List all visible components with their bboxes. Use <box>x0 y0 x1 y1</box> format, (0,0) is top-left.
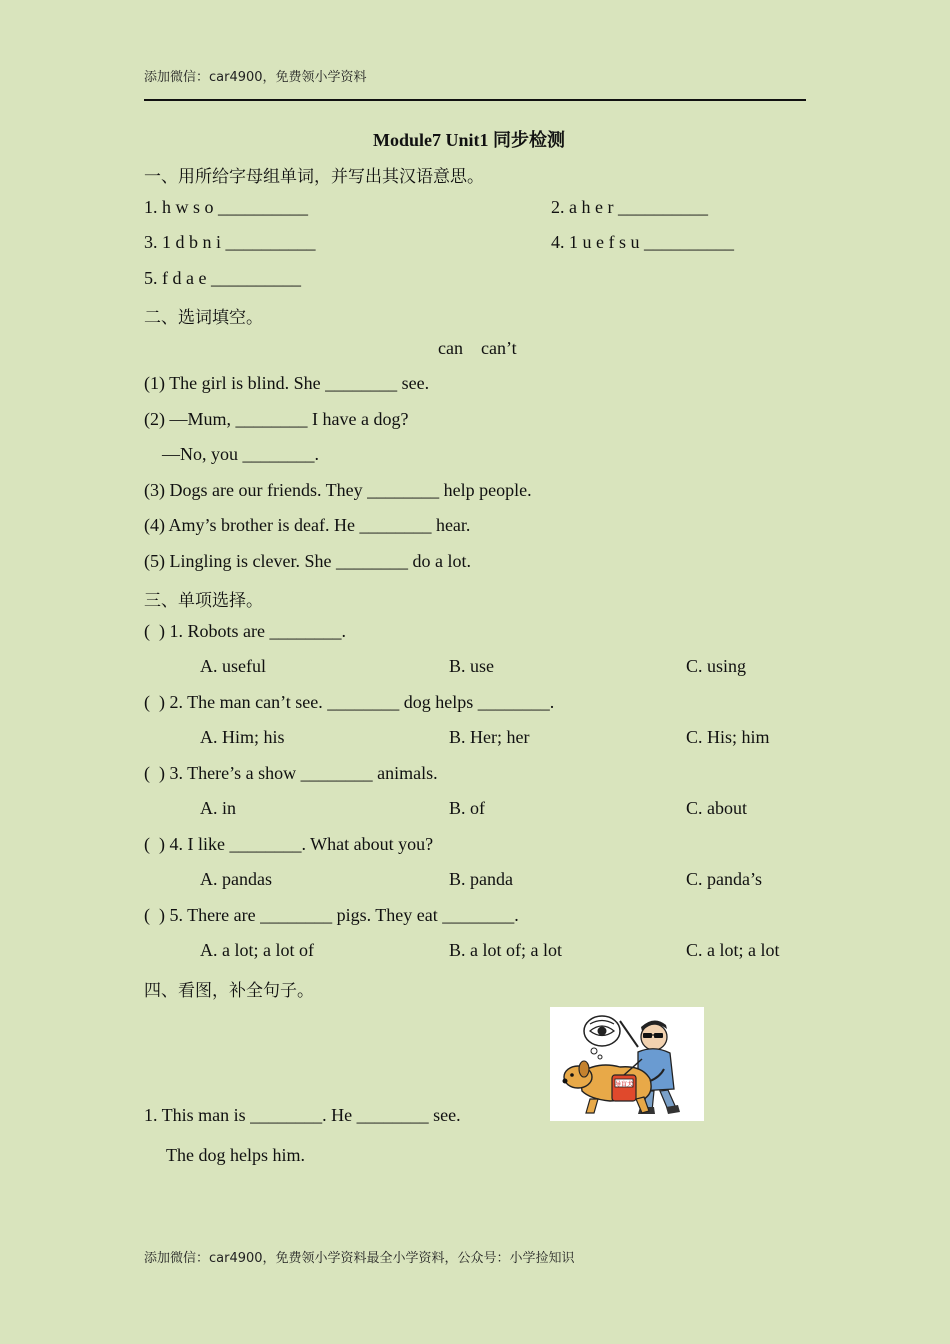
question-4-option-c: C. panda’s <box>686 869 762 889</box>
section2-item-4: (4) Amy’s brother is deaf. He ________ hear. <box>144 515 471 535</box>
question-1-option-a: A. useful <box>200 656 266 676</box>
question-1-stem: ( ) 1. Robots are ________. <box>144 621 346 641</box>
question-3-option-a: A. in <box>200 798 236 818</box>
question-5-stem: ( ) 5. There are ________ pigs. They eat ________. <box>144 905 519 925</box>
page-header: 添加微信：car4900，免费领小学资料 <box>144 70 367 85</box>
question-5-option-c: C. a lot; a lot <box>686 940 780 960</box>
section2-heading: 二、选词填空。 <box>144 308 263 328</box>
question-5-option-a: A. a lot; a lot of <box>200 940 314 960</box>
question-3-stem: ( ) 3. There’s a show ________ animals. <box>144 763 438 783</box>
question-2-stem: ( ) 2. The man can’t see. ________ dog helps ________. <box>144 692 555 712</box>
page-title: Module7 Unit1 同步检测 <box>373 130 566 150</box>
question-3-option-b: B. of <box>449 798 485 818</box>
question-1-option-c: C. using <box>686 656 747 676</box>
section4-sentence: 1. This man is ________. He ________ see. <box>144 1105 461 1125</box>
section4-sentence-2: The dog helps him. <box>166 1145 305 1165</box>
page-footer: 添加微信：car4900，免费领小学资料最全小学资料，公众号：小学捡知识 <box>144 1251 575 1266</box>
section1-item-3: 3. 1 d b n i __________ <box>144 232 316 252</box>
question-1-option-b: B. use <box>449 656 494 676</box>
section1-item-4: 4. 1 u e f s u __________ <box>551 232 734 252</box>
question-4-stem: ( ) 4. I like ________. What about you? <box>144 834 434 854</box>
section1-item-1: 1. h w s o __________ <box>144 197 309 217</box>
question-2-option-c: C. His; him <box>686 727 770 747</box>
question-3-option-c: C. about <box>686 798 747 818</box>
word-bank: can can’t <box>438 338 517 358</box>
section1-item-2: 2. a h e r __________ <box>551 197 708 217</box>
question-2-option-a: A. Him; his <box>200 727 285 747</box>
section1-item-5: 5. f d a e __________ <box>144 268 301 288</box>
section2-item-5: (5) Lingling is clever. She ________ do a lot. <box>144 551 471 571</box>
question-2-option-b: B. Her; her <box>449 727 530 747</box>
section2-item-1: (1) The girl is blind. She ________ see. <box>144 373 430 393</box>
section2-item-2-reply: —No, you ________. <box>162 444 319 464</box>
header-rule <box>144 99 806 101</box>
question-4-option-b: B. panda <box>449 869 513 889</box>
section2-item-3: (3) Dogs are our friends. They ________ help people. <box>144 480 532 500</box>
blind-man-guide-dog-picture <box>550 1007 704 1121</box>
section3-heading: 三、单项选择。 <box>144 591 263 611</box>
question-5-option-b: B. a lot of; a lot <box>449 940 562 960</box>
section4-heading: 四、看图，补全句子。 <box>144 981 314 1001</box>
section1-heading: 一、用所给字母组单词，并写出其汉语意思。 <box>144 167 484 187</box>
guide-dog-sign-text: 导盲犬 <box>614 1081 634 1088</box>
question-4-option-a: A. pandas <box>200 869 272 889</box>
section2-item-2: (2) —Mum, ________ I have a dog? <box>144 409 409 429</box>
